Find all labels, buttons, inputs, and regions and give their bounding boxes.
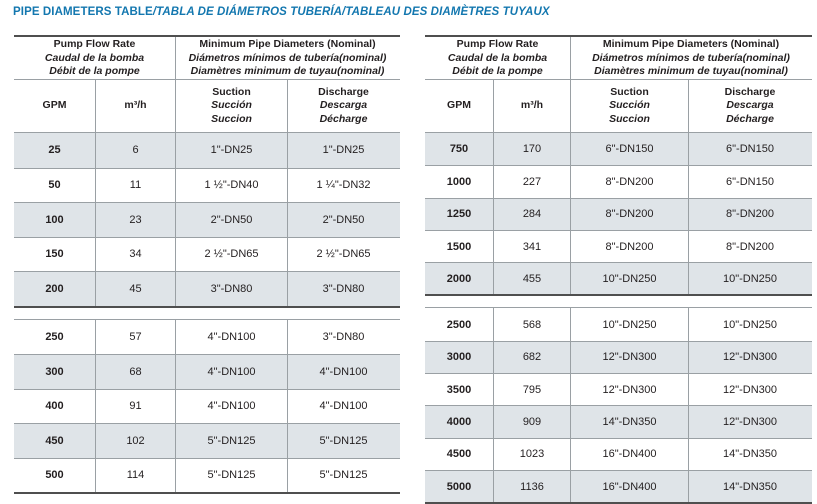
discharge-cell: 3"-DN80: [287, 272, 399, 306]
suction-cell: 1 ½"-DN40: [175, 169, 287, 203]
table-row: [14, 423, 400, 458]
header-line: Discharge: [318, 86, 369, 99]
header-line: Décharge: [726, 112, 774, 125]
table-row: [425, 341, 812, 373]
suction-cell: 16"-DN400: [570, 471, 688, 502]
gpm-cell: 250: [45, 330, 64, 343]
m3h-cell: 284: [493, 199, 570, 230]
table-row: [425, 262, 812, 294]
table-section-2: [425, 307, 812, 504]
page-title-translations: /TABLA DE DIÁMETROS TUBERÍA/TABLEAU DES DIAMÈTRES TUYAUX: [152, 6, 550, 18]
table-header-group-row: [425, 37, 812, 80]
discharge-cell: 5"-DN125: [287, 424, 399, 458]
table-header-group-row: [14, 37, 400, 80]
header-line: GPM: [42, 99, 67, 112]
header-line: Succión: [211, 99, 252, 112]
suction-cell: 12"-DN300: [570, 374, 688, 405]
suction-cell: 3"-DN80: [175, 272, 287, 306]
m3h-cell: 91: [95, 390, 175, 424]
table-row: [14, 389, 400, 424]
gpm-cell: 5000: [446, 480, 472, 493]
header-line: Succion: [211, 112, 252, 125]
table-row: [425, 470, 812, 502]
pipe-table-low-flow: [14, 35, 400, 494]
discharge-cell: 12"-DN300: [688, 406, 811, 437]
discharge-cell: 8"-DN200: [688, 199, 811, 230]
gpm-cell: 450: [45, 434, 64, 447]
m3h-cell: 34: [95, 238, 175, 272]
header-line: Pump Flow Rate: [456, 38, 539, 51]
discharge-cell: 3"-DN80: [287, 320, 399, 355]
discharge-cell: 2"-DN50: [287, 203, 399, 237]
gpm-cell: 1000: [446, 175, 472, 188]
discharge-cell: 8"-DN200: [688, 231, 811, 262]
m3h-cell: 68: [95, 355, 175, 389]
column-header-suction: [175, 80, 287, 132]
header-line: Succion: [609, 112, 650, 125]
discharge-cell: 1 ¼"-DN32: [287, 169, 399, 203]
pipe-table-high-flow: [425, 35, 812, 504]
suction-cell: 10"-DN250: [570, 263, 688, 294]
suction-cell: 5"-DN125: [175, 424, 287, 458]
gpm-cell: 25: [48, 144, 61, 157]
header-line: Minimum Pipe Diameters (Nominal): [602, 38, 780, 51]
table-column-header-row: [14, 80, 400, 133]
column-header-discharge: [287, 80, 399, 132]
header-line: m³/h: [124, 99, 147, 112]
gpm-cell: 4000: [446, 416, 472, 429]
header-line: Débit de la pompe: [49, 64, 140, 77]
gpm-cell: 200: [45, 282, 64, 295]
gpm-cell: 4500: [446, 448, 472, 461]
m3h-cell: 11: [95, 169, 175, 203]
header-min-pipe-diameters: [175, 37, 399, 79]
suction-cell: 14"-DN350: [570, 406, 688, 437]
gpm-cell: 100: [45, 213, 64, 226]
header-line: Minimum Pipe Diameters (Nominal): [199, 38, 376, 51]
discharge-cell: 10"-DN250: [688, 308, 811, 340]
table-row: [14, 320, 400, 355]
suction-cell: 4"-DN100: [175, 320, 287, 355]
table-column-header-row: [425, 80, 812, 133]
header-line: Diamètres minimum de tuyau(nominal): [594, 64, 788, 77]
suction-cell: 8"-DN200: [570, 166, 688, 197]
gpm-cell: 150: [45, 248, 64, 261]
table-row: [425, 198, 812, 230]
suction-cell: 6"-DN150: [570, 133, 688, 165]
header-line: Diámetros mínimos de tubería(nominal): [592, 51, 790, 64]
header-pump-flow-rate: [425, 37, 570, 79]
table-row: [425, 133, 812, 165]
table-row: [14, 354, 400, 389]
gpm-cell: 1500: [446, 240, 472, 253]
m3h-cell: 23: [95, 203, 175, 237]
header-line: Suction: [212, 86, 251, 99]
discharge-cell: 6"-DN150: [688, 133, 811, 165]
column-header-suction: [570, 80, 688, 132]
header-line: Caudal de la bomba: [447, 51, 548, 64]
table-section-1: [14, 133, 400, 308]
discharge-cell: 14"-DN350: [688, 471, 811, 502]
discharge-cell: 4"-DN100: [287, 355, 399, 389]
discharge-cell: 12"-DN300: [688, 342, 811, 373]
table-row: [425, 230, 812, 262]
suction-cell: 1"-DN25: [175, 133, 287, 168]
gpm-cell: 3500: [446, 383, 472, 396]
section-gap: [14, 308, 400, 319]
page-title-en: PIPE DIAMETERS TABLE: [13, 6, 153, 18]
column-header-m3h: [95, 80, 175, 132]
suction-cell: 4"-DN100: [175, 390, 287, 424]
discharge-cell: 14"-DN350: [688, 439, 811, 470]
suction-cell: 8"-DN200: [570, 199, 688, 230]
m3h-cell: 795: [493, 374, 570, 405]
m3h-cell: 909: [493, 406, 570, 437]
m3h-cell: 1023: [493, 439, 570, 470]
m3h-cell: 455: [493, 263, 570, 294]
m3h-cell: 682: [493, 342, 570, 373]
header-line: Descarga: [726, 99, 774, 112]
header-line: GPM: [447, 99, 471, 112]
header-line: Débit de la pompe: [452, 64, 543, 77]
m3h-cell: 227: [493, 166, 570, 197]
gpm-cell: 400: [45, 400, 64, 413]
m3h-cell: 1136: [493, 471, 570, 502]
header-line: Succión: [609, 99, 650, 112]
table-row: [425, 405, 812, 437]
gpm-cell: 1250: [446, 208, 472, 221]
discharge-cell: 6"-DN150: [688, 166, 811, 197]
suction-cell: 4"-DN100: [175, 355, 287, 389]
suction-cell: 8"-DN200: [570, 231, 688, 262]
discharge-cell: 10"-DN250: [688, 263, 811, 294]
header-line: Diámetros mínimos de tubería(nominal): [188, 51, 387, 64]
header-line: Diamètres minimum de tuyau(nominal): [190, 64, 385, 77]
header-min-pipe-diameters: [570, 37, 811, 79]
header-pump-flow-rate: [14, 37, 175, 79]
gpm-cell: 3000: [446, 351, 472, 364]
header-line: Discharge: [724, 86, 776, 99]
table-row: [14, 237, 400, 272]
gpm-cell: 300: [45, 365, 64, 378]
discharge-cell: 12"-DN300: [688, 374, 811, 405]
column-header-m3h: [493, 80, 570, 132]
m3h-cell: 341: [493, 231, 570, 262]
discharge-cell: 5"-DN125: [287, 459, 399, 493]
discharge-cell: 4"-DN100: [287, 390, 399, 424]
m3h-cell: 45: [95, 272, 175, 306]
gpm-cell: 2000: [446, 272, 472, 285]
m3h-cell: 170: [493, 133, 570, 165]
table-row: [425, 165, 812, 197]
m3h-cell: 6: [95, 133, 175, 168]
header-line: Suction: [610, 86, 649, 99]
m3h-cell: 568: [493, 308, 570, 340]
gpm-cell: 500: [45, 469, 64, 482]
column-header-gpm: [425, 80, 493, 132]
suction-cell: 16"-DN400: [570, 439, 688, 470]
table-row: [14, 168, 400, 203]
m3h-cell: 102: [95, 424, 175, 458]
header-line: Pump Flow Rate: [53, 38, 136, 51]
discharge-cell: 2 ½"-DN65: [287, 238, 399, 272]
suction-cell: 2"-DN50: [175, 203, 287, 237]
table-row: [14, 271, 400, 306]
table-row: [14, 202, 400, 237]
header-line: m³/h: [520, 99, 544, 112]
table-row: [425, 438, 812, 470]
suction-cell: 2 ½"-DN65: [175, 238, 287, 272]
section-gap: [425, 296, 812, 307]
table-section-1: [425, 133, 812, 296]
column-header-gpm: [14, 80, 95, 132]
header-line: Descarga: [319, 99, 368, 112]
suction-cell: 12"-DN300: [570, 342, 688, 373]
suction-cell: 5"-DN125: [175, 459, 287, 493]
gpm-cell: 50: [48, 179, 61, 192]
suction-cell: 10"-DN250: [570, 308, 688, 340]
page-title: [13, 6, 550, 18]
header-line: Décharge: [319, 112, 368, 125]
table-section-2: [14, 319, 400, 495]
table-row: [425, 308, 812, 340]
table-row: [14, 458, 400, 493]
column-header-discharge: [688, 80, 811, 132]
gpm-cell: 750: [449, 143, 469, 156]
gpm-cell: 2500: [446, 318, 472, 331]
table-row: [14, 133, 400, 168]
header-line: Caudal de la bomba: [44, 51, 145, 64]
table-row: [425, 373, 812, 405]
m3h-cell: 57: [95, 320, 175, 355]
discharge-cell: 1"-DN25: [287, 133, 399, 168]
m3h-cell: 114: [95, 459, 175, 493]
